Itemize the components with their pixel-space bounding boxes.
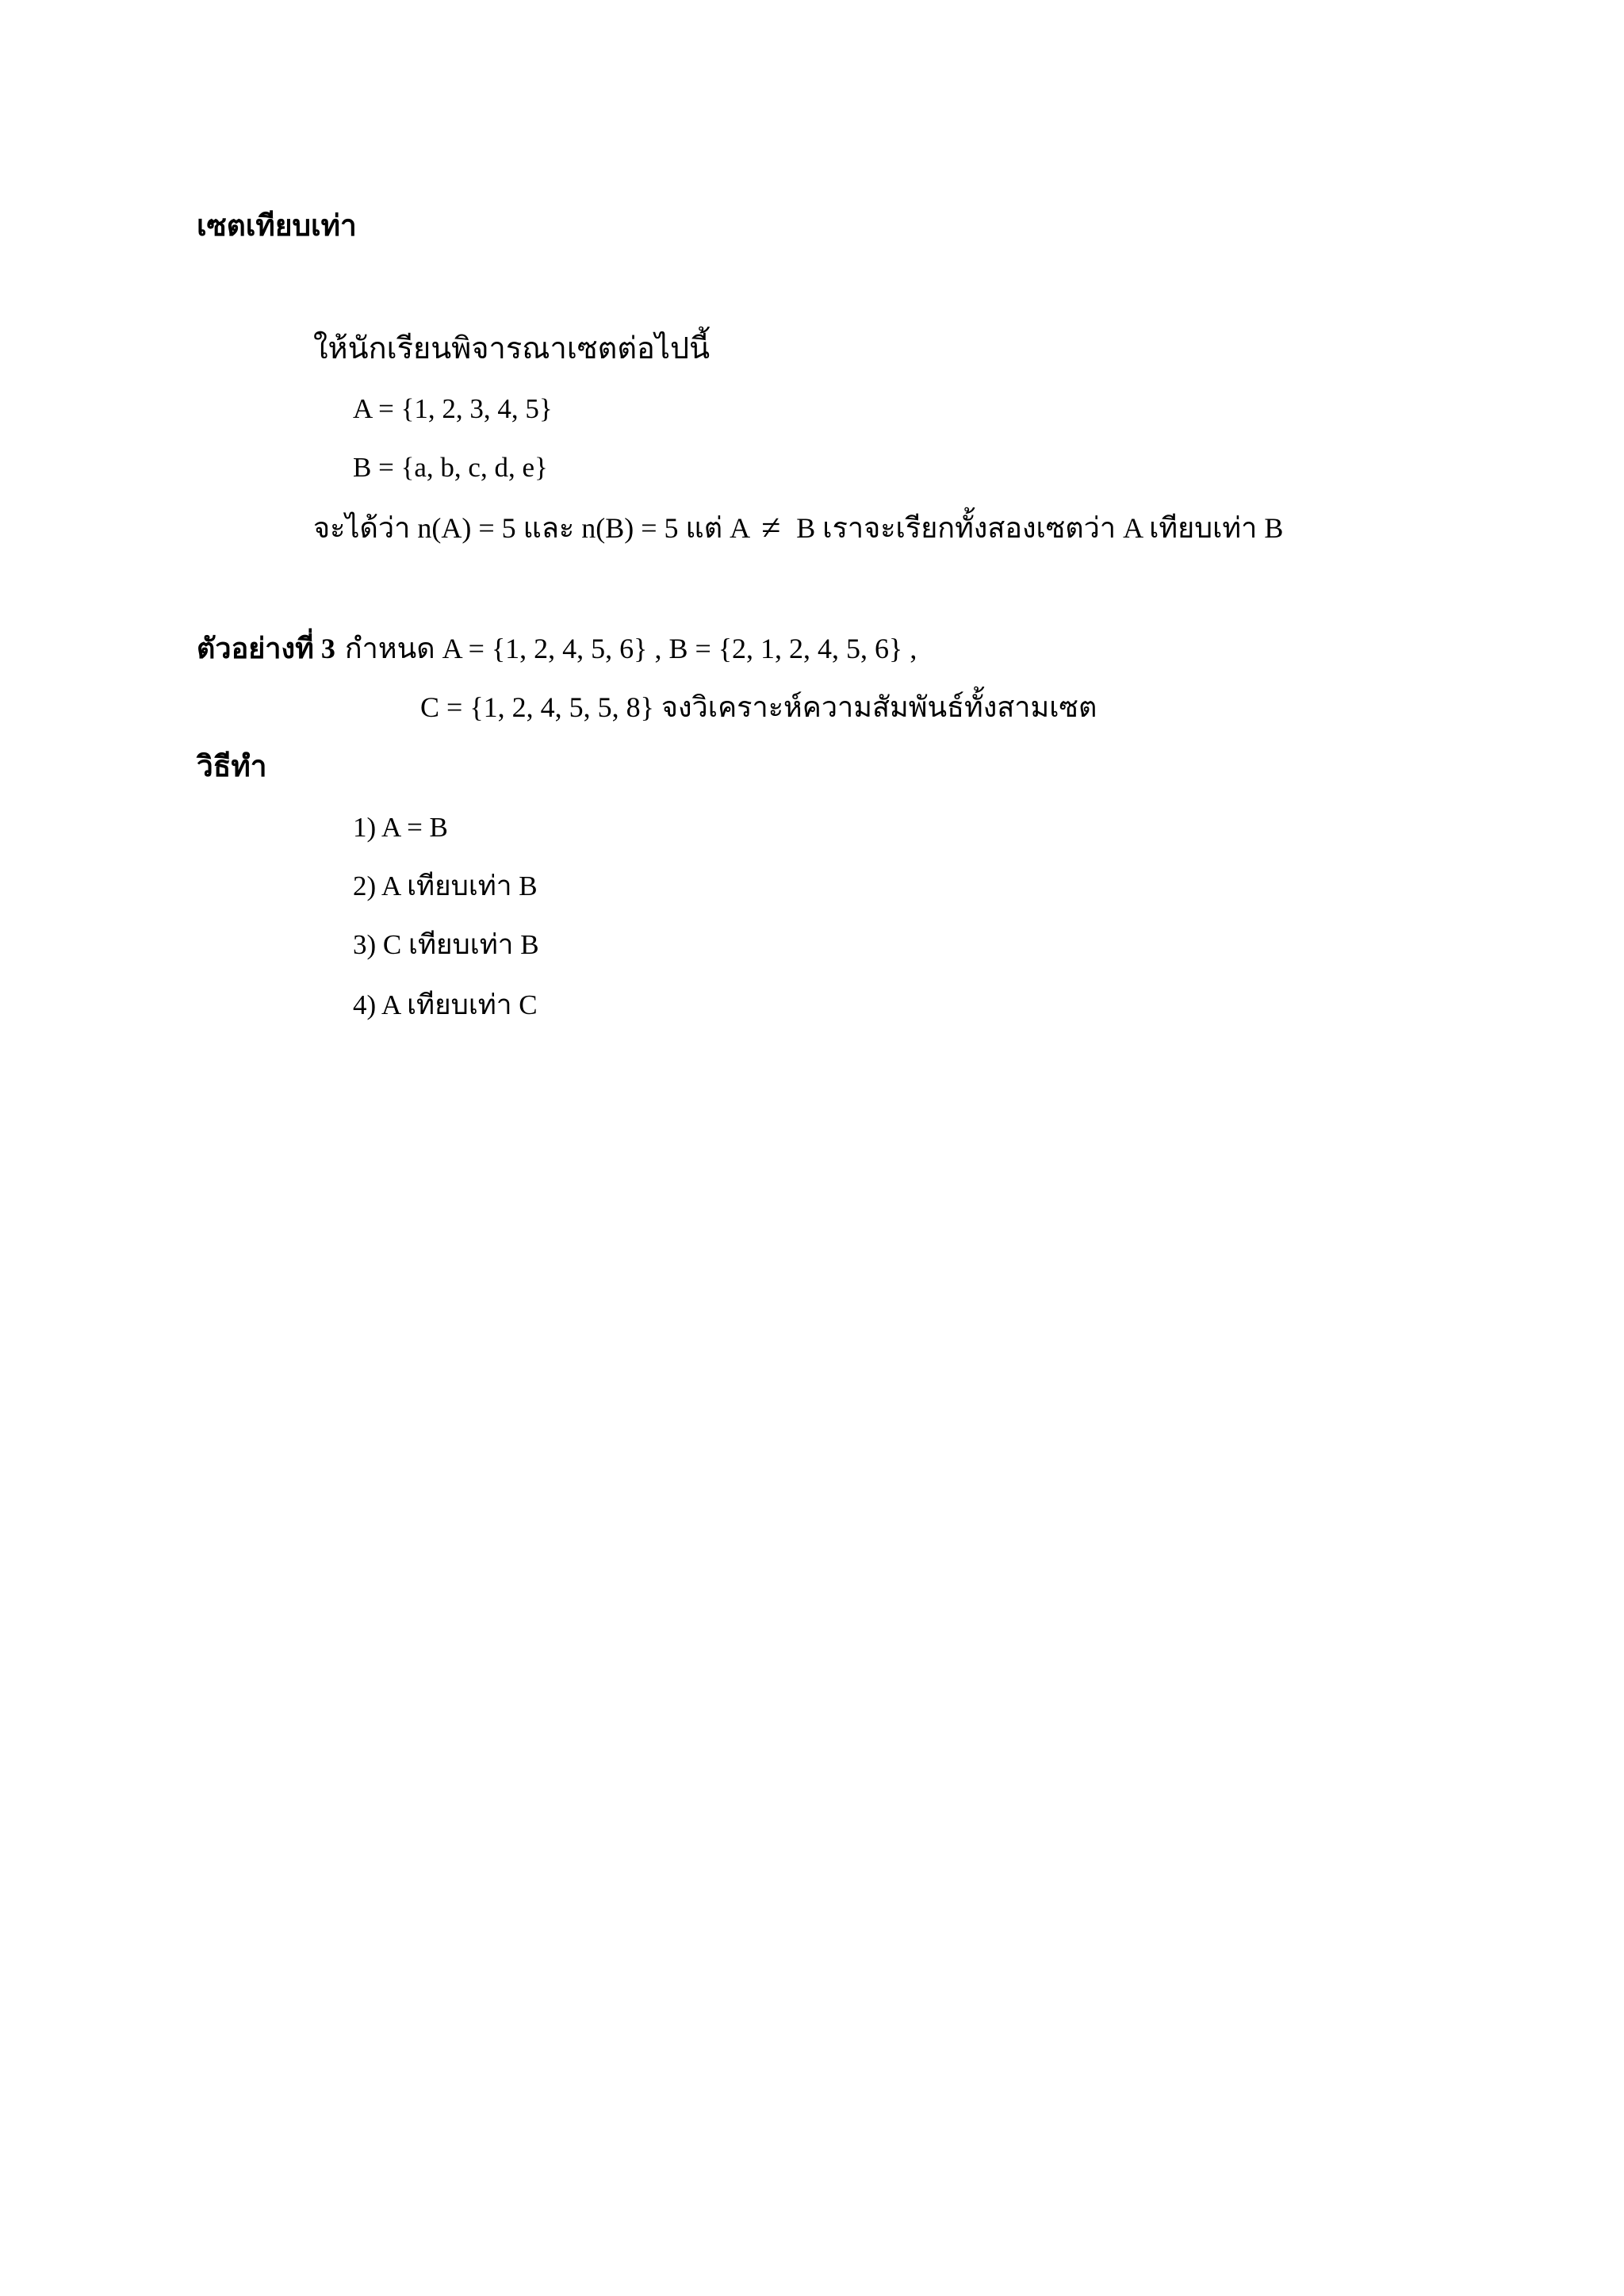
solution-step-3: 3) C เทียบเท่า B — [353, 929, 539, 960]
conclusion-part-1: จะได้ว่า n(A) = 5 และ n(B) = 5 แต่ A — [313, 512, 751, 544]
set-a-definition: A = {1, 2, 3, 4, 5} — [353, 393, 553, 424]
section-title: เซตเทียบเท่า — [197, 210, 357, 243]
solution-step-4: 4) A เทียบเท่า C — [353, 989, 538, 1020]
example-line-2: C = {1, 2, 4, 5, 5, 8} จงวิเคราะห์ความสัมพันธ์ทั้งสามเซต — [420, 691, 1097, 723]
not-equal-symbol: ≠ — [761, 508, 781, 547]
example-given-sets: กำหนด A = {1, 2, 4, 5, 6} , B = {2, 1, 2, 4, 5, 6} , — [344, 633, 917, 664]
method-label: วิธีทำ — [197, 751, 267, 783]
conclusion-line — [313, 509, 1283, 547]
set-b-definition: B = {a, b, c, d, e} — [353, 452, 548, 483]
conclusion-part-2: B เราจะเรียกทั้งสองเซตว่า A เทียบเท่า B — [796, 512, 1284, 544]
example-label: ตัวอย่างที่ 3 — [197, 633, 335, 664]
example-line-1 — [197, 629, 917, 668]
solution-step-1: 1) A = B — [353, 812, 448, 843]
intro-text: ให้นักเรียนพิจารณาเซตต่อไปนี้ — [313, 332, 710, 365]
solution-step-2: 2) A เทียบเท่า B — [353, 871, 538, 901]
